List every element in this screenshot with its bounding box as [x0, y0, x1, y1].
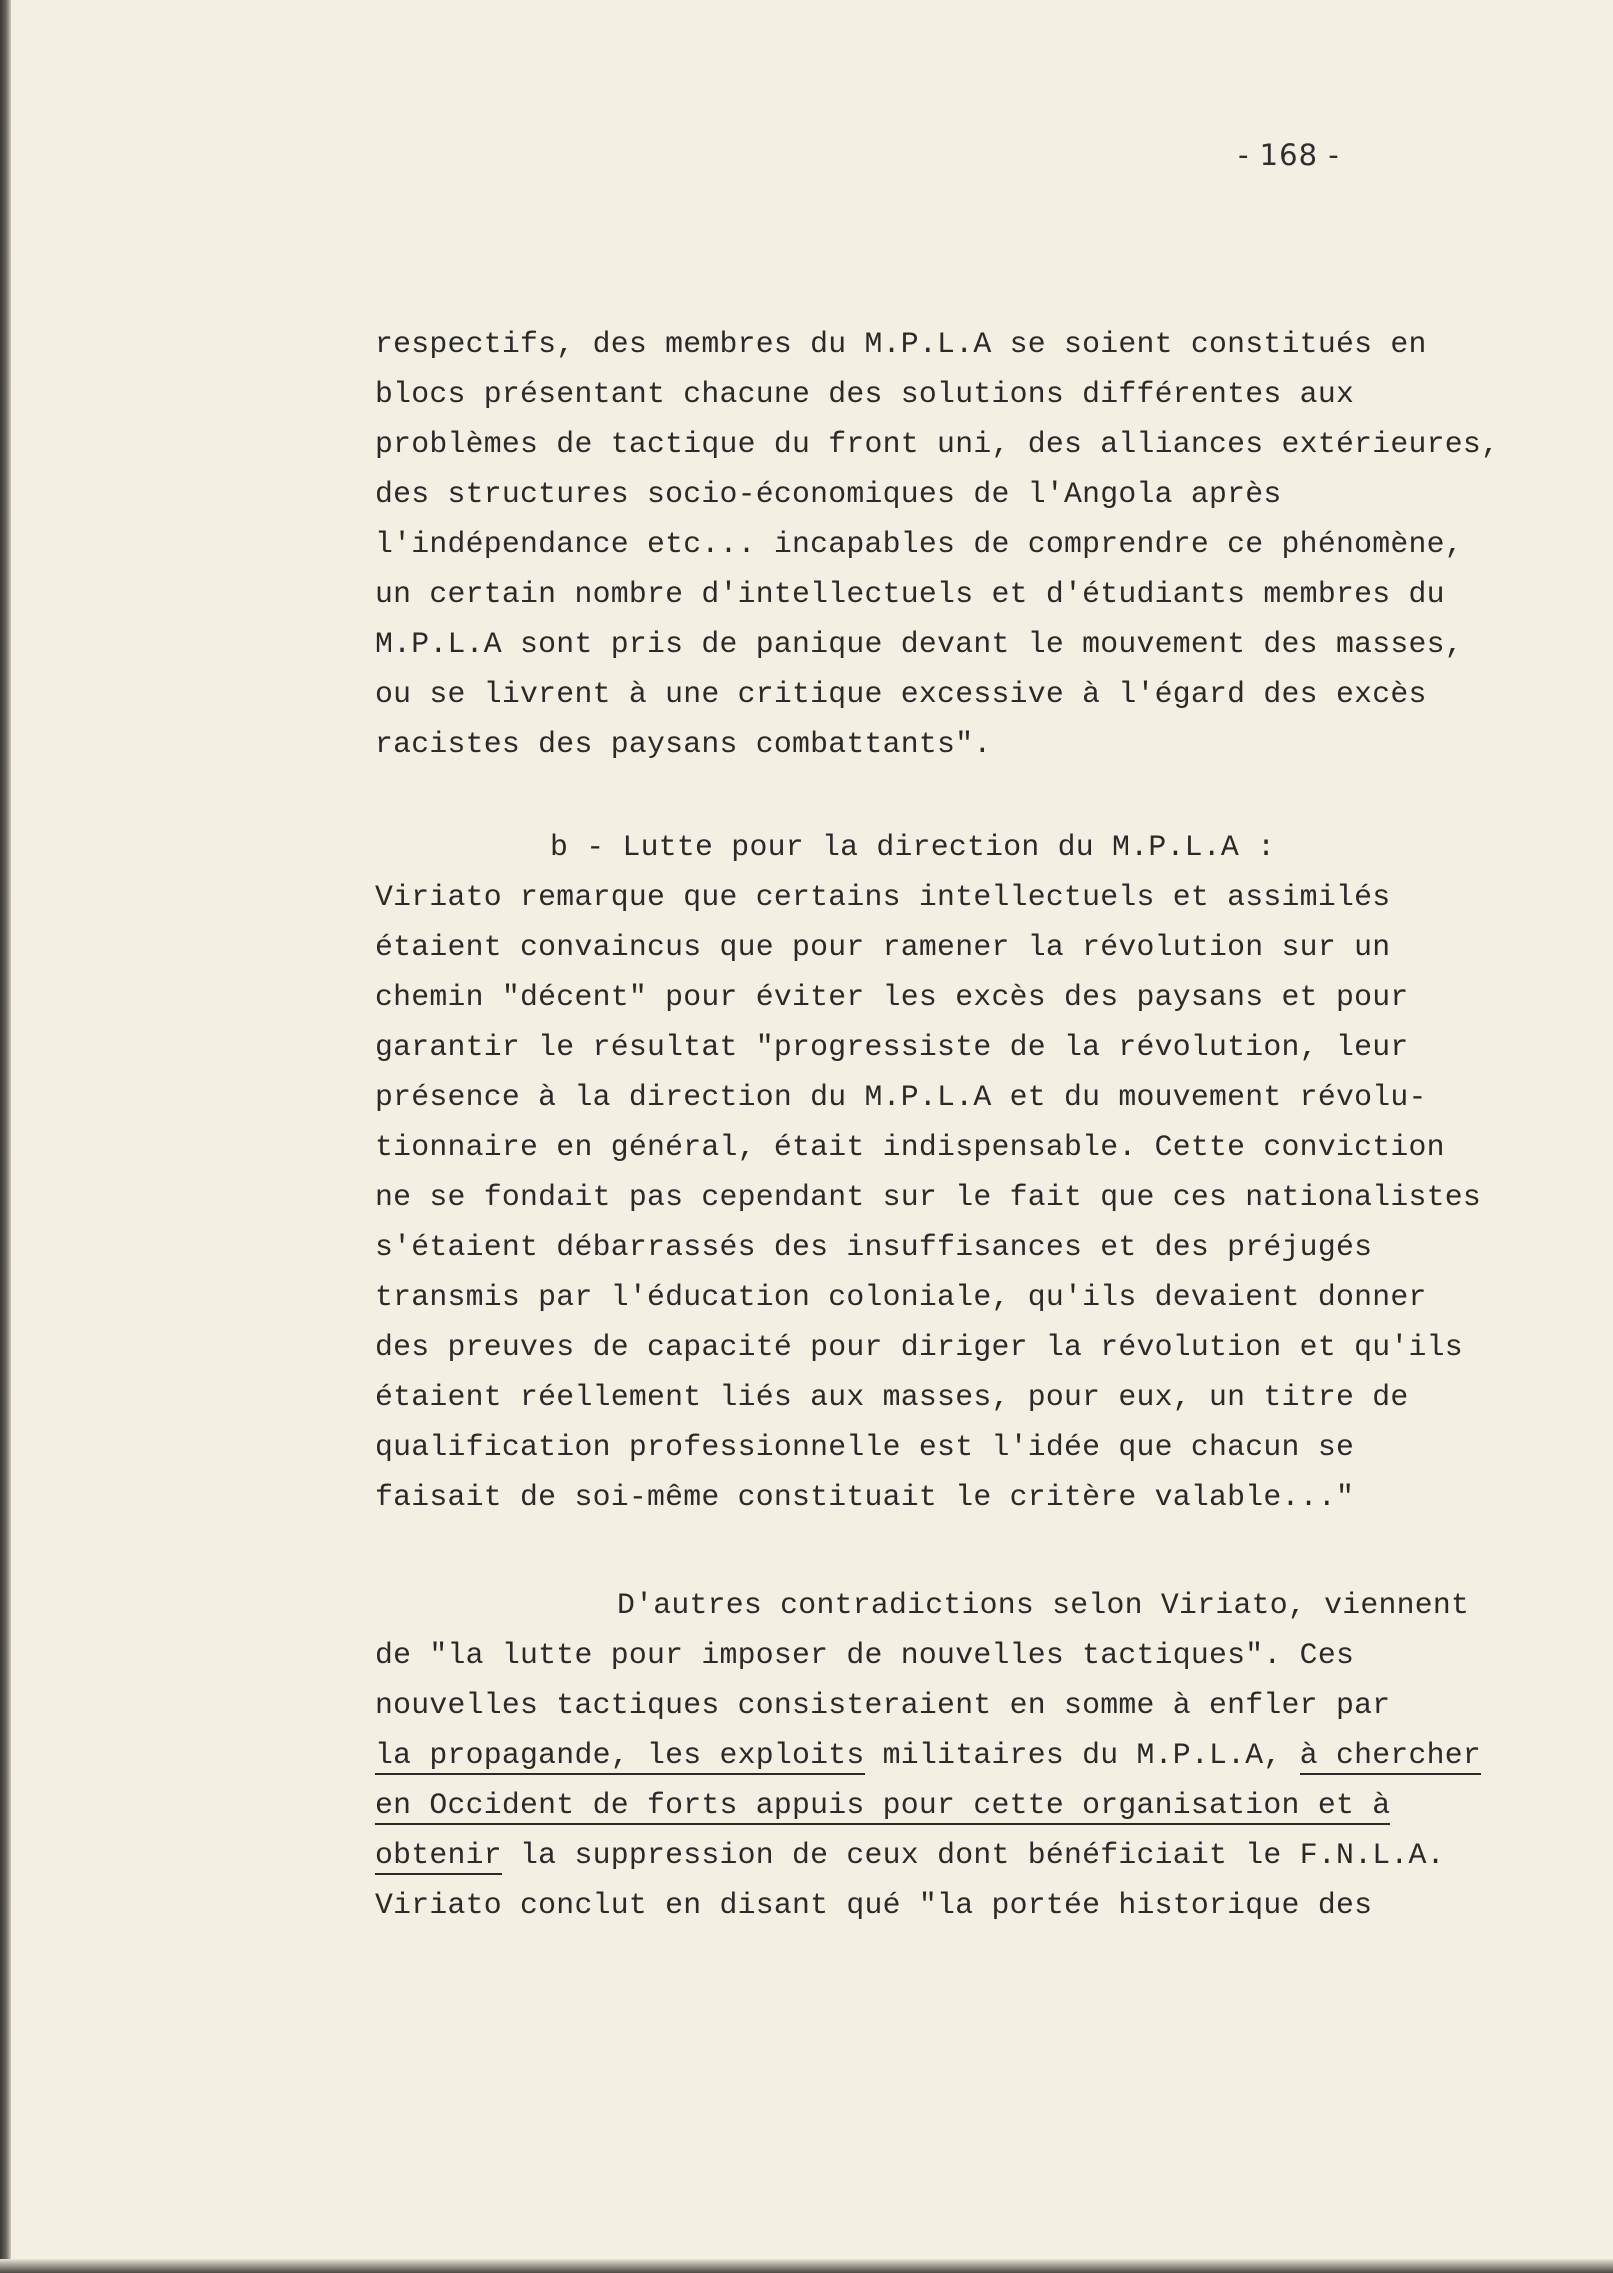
text-line-18: s'étaient débarrassés des insuffisances et des préjugés: [375, 1230, 1373, 1264]
text-line-23: faisait de soi-même constituait le critère valable...": [375, 1480, 1355, 1514]
text-line-8: ou se livrent à une critique excessive à l'égard des excès: [375, 677, 1427, 711]
text-line-19: transmis par l'éducation coloniale, qu'ils devaient donner: [375, 1280, 1427, 1314]
page-bottom-shadow: [0, 2259, 1613, 2273]
text-line-9: racistes des paysans combattants".: [375, 727, 992, 761]
page-number: - 168 -: [1238, 138, 1340, 172]
text-line-26: nouvelles tactiques consisteraient en somme à enfler par: [375, 1688, 1391, 1722]
text-line-7: M.P.L.A sont pris de panique devant le mouvement des masses,: [375, 627, 1463, 661]
text-line-30: Viriato conclut en disant qué "la portée historique des: [375, 1888, 1373, 1922]
text-line-2: blocs présentant chacune des solutions différentes aux: [375, 377, 1355, 411]
page-left-shadow: [0, 0, 11, 2273]
underlined-occident: en Occident de forts appuis pour cette organisation et à: [375, 1788, 1390, 1825]
text-line-29-rest: la suppression de ceux dont bénéficiait le F.N.L.A.: [501, 1838, 1445, 1872]
text-line-14: garantir le résultat "progressiste de la révolution, leur: [375, 1030, 1409, 1064]
text-line-3: problèmes de tactique du front uni, des alliances extérieures,: [375, 427, 1500, 461]
text-line-27-middle: militaires du M.P.L.A,: [864, 1738, 1300, 1772]
underlined-chercher: à chercher: [1300, 1738, 1481, 1775]
text-line-27: [375, 1730, 1481, 1780]
text-line-11: Viriato remarque que certains intellectuels et assimilés: [375, 880, 1391, 914]
text-line-16: tionnaire en général, était indispensable. Cette conviction: [375, 1130, 1445, 1164]
text-line-22: qualification professionnelle est l'idée que chacun se: [375, 1430, 1355, 1464]
text-line-17: ne se fondait pas cependant sur le fait que ces nationalistes: [375, 1180, 1481, 1214]
text-line-12: étaient convaincus que pour ramener la révolution sur un: [375, 930, 1391, 964]
underlined-propagande: la propagande, les exploits: [375, 1738, 865, 1775]
text-line-29: [375, 1830, 1445, 1880]
text-line-25: de "la lutte pour imposer de nouvelles tactiques". Ces: [375, 1638, 1355, 1672]
text-line-24: D'autres contradictions selon Viriato, viennent: [617, 1588, 1470, 1622]
text-line-21: étaient réellement liés aux masses, pour eux, un titre de: [375, 1380, 1409, 1414]
text-line-5: l'indépendance etc... incapables de comprendre ce phénomène,: [375, 527, 1463, 561]
underlined-obtenir: obtenir: [375, 1838, 502, 1875]
text-line-1: respectifs, des membres du M.P.L.A se soient constitués en: [375, 327, 1427, 361]
section-heading-b: b - Lutte pour la direction du M.P.L.A :: [550, 830, 1276, 864]
text-line-6: un certain nombre d'intellectuels et d'étudiants membres du: [375, 577, 1445, 611]
text-line-13: chemin "décent" pour éviter les excès des paysans et pour: [375, 980, 1409, 1014]
text-line-4: des structures socio-économiques de l'Angola après: [375, 477, 1282, 511]
text-line-28: [375, 1780, 1390, 1830]
text-line-15: présence à la direction du M.P.L.A et du mouvement révolu-: [375, 1080, 1427, 1114]
text-line-20: des preuves de capacité pour diriger la révolution et qu'ils: [375, 1330, 1463, 1364]
